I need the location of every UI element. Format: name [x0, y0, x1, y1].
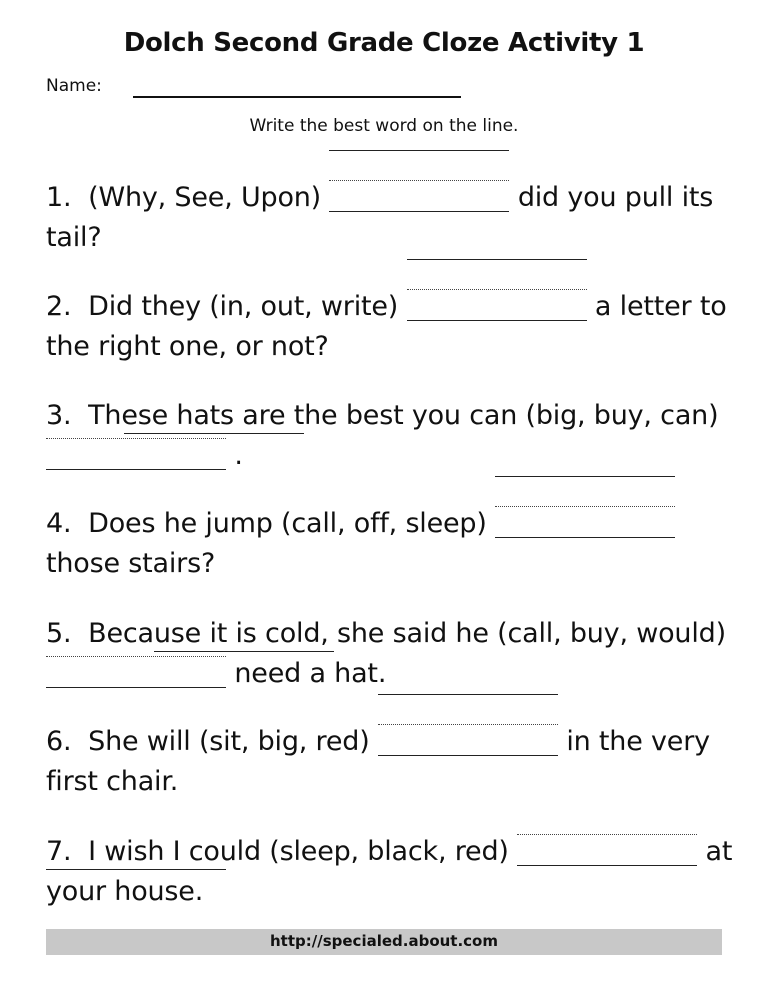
question-7: [46, 832, 736, 912]
instructions: Write the best word on the line.: [249, 116, 519, 136]
answer-blank-4[interactable]: [495, 504, 675, 532]
question-text-before: Because it is cold, she said he (call, buy, would): [88, 618, 726, 649]
question-text-before: I wish I could (sleep, black, red): [88, 836, 509, 867]
answer-blank-5[interactable]: [46, 654, 226, 682]
question-4: [46, 504, 736, 584]
question-text-after: did you pull its tail?: [46, 182, 714, 253]
question-text-after: a letter to the right one, or not?: [46, 291, 727, 362]
question-text-after: .: [234, 440, 243, 471]
question-text-after: need a hat.: [234, 658, 387, 689]
question-6: [46, 722, 736, 802]
question-text-after: in the very first chair.: [46, 726, 710, 797]
name-label: Name:: [46, 76, 102, 96]
footer-url: http://specialed.about.com: [46, 929, 722, 955]
name-field[interactable]: [133, 96, 461, 98]
question-number: 4.: [46, 508, 72, 539]
question-text-after: those stairs?: [46, 548, 216, 579]
question-text-before: She will (sit, big, red): [88, 726, 370, 757]
question-text-before: Does he jump (call, off, sleep): [88, 508, 487, 539]
question-number: 7.: [46, 836, 72, 867]
answer-blank-1[interactable]: [329, 178, 509, 206]
question-text-before: (Why, See, Upon): [88, 182, 322, 213]
answer-blank-6[interactable]: [378, 722, 558, 750]
question-number: 3.: [46, 400, 72, 431]
question-text-after: at your house.: [46, 836, 733, 907]
question-number: 2.: [46, 291, 72, 322]
question-5: [46, 614, 736, 694]
answer-blank-3[interactable]: [46, 436, 226, 464]
answer-blank-2[interactable]: [407, 287, 587, 315]
answer-blank-7[interactable]: [517, 832, 697, 860]
question-number: 1.: [46, 182, 72, 213]
question-text-before: Did they (in, out, write): [88, 291, 399, 322]
page-title: Dolch Second Grade Cloze Activity 1: [123, 28, 645, 58]
question-number: 5.: [46, 618, 72, 649]
question-3: [46, 396, 736, 476]
question-text-before: These hats are the best you can (big, buy, can): [88, 400, 719, 431]
question-2: [46, 287, 736, 367]
question-number: 6.: [46, 726, 72, 757]
question-1: [46, 178, 736, 258]
